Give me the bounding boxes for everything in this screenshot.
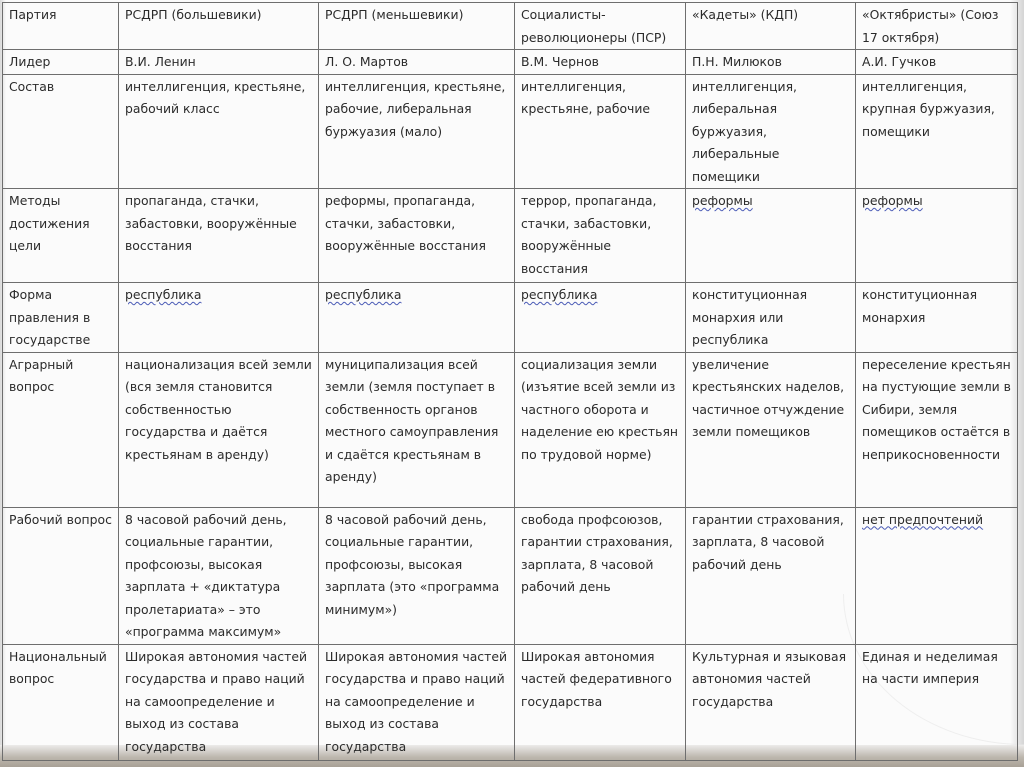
political-parties-table <box>2 2 1018 761</box>
header-row <box>3 3 1018 50</box>
table-cell: А.И. Гучков <box>856 50 1018 75</box>
header-cell-sr: Социалисты-революционеры (ПСР) <box>515 3 686 50</box>
table-cell: муниципализация всей земли (земля поступает в собственность органов местного самоуправления и сдаётся крестьянам в аренду) <box>319 352 515 507</box>
table-row-government-form <box>3 283 1018 353</box>
table-cell: свобода профсоюзов, гарантии страхования, зарплата, 8 часовой рабочий день <box>515 507 686 644</box>
table-cell: Широкая автономия частей государства и право наций на самоопределение и выход из состава государства <box>119 644 319 760</box>
table-cell: увеличение крестьянских наделов, частичное отчуждение земли помещиков <box>686 352 856 507</box>
table-row-agrarian <box>3 352 1018 507</box>
header-cell-mensheviks: РСДРП (меньшевики) <box>319 3 515 50</box>
table-row-leader <box>3 50 1018 75</box>
table-cell: интеллигенция, либеральная буржуазия, либеральные помещики <box>686 74 856 189</box>
table-cell: нет предпочтений <box>856 507 1018 644</box>
table-cell: интеллигенция, крестьяне, рабочие, либеральная буржуазия (мало) <box>319 74 515 189</box>
table-cell: интеллигенция, крестьяне, рабочие <box>515 74 686 189</box>
table-row-methods <box>3 189 1018 283</box>
row-label: Состав <box>3 74 119 189</box>
table-cell: республика <box>119 283 319 353</box>
table-cell: социализация земли (изъятие всей земли из частного оборота и наделение ею крестьян по трудовой норме) <box>515 352 686 507</box>
table-cell: Л. О. Мартов <box>319 50 515 75</box>
table-cell: П.Н. Милюков <box>686 50 856 75</box>
table-cell: реформы <box>686 189 856 283</box>
table-cell: пропаганда, стачки, забастовки, вооружённые восстания <box>119 189 319 283</box>
table-cell: переселение крестьян на пустующие земли в Сибири, земля помещиков остаётся в неприкосновенности <box>856 352 1018 507</box>
header-cell-party: Партия <box>3 3 119 50</box>
table-cell: интеллигенция, крестьяне, рабочий класс <box>119 74 319 189</box>
header-cell-kadets: «Кадеты» (КДП) <box>686 3 856 50</box>
row-label: Рабочий вопрос <box>3 507 119 644</box>
header-cell-bolsheviks: РСДРП (большевики) <box>119 3 319 50</box>
table-cell: Широкая автономия частей государства и право наций на самоопределение и выход из состава государства <box>319 644 515 760</box>
table-cell: Единая и неделимая на части империя <box>856 644 1018 760</box>
table-cell: гарантии страхования, зарплата, 8 часовой рабочий день <box>686 507 856 644</box>
table-row-labor <box>3 507 1018 644</box>
table-cell: 8 часовой рабочий день, социальные гарантии, профсоюзы, высокая зарплата + «диктатура пролетариата» – это «программа максимум» <box>119 507 319 644</box>
table-cell: Культурная и языковая автономия частей государства <box>686 644 856 760</box>
table-cell: национализация всей земли (вся земля становится собственностью государства и даётся крестьянам в аренду) <box>119 352 319 507</box>
row-label: Методы достижения цели <box>3 189 119 283</box>
table-row-composition <box>3 74 1018 189</box>
header-cell-octobrists: «Октябристы» (Союз 17 октября) <box>856 3 1018 50</box>
row-label: Форма правления в государстве <box>3 283 119 353</box>
table-cell: интеллигенция, крупная буржуазия, помещики <box>856 74 1018 189</box>
row-label: Лидер <box>3 50 119 75</box>
table-cell: В.М. Чернов <box>515 50 686 75</box>
table-cell: террор, пропаганда, стачки, забастовки, вооружённые восстания <box>515 189 686 283</box>
table-cell: Широкая автономия частей федеративного государства <box>515 644 686 760</box>
table-cell: республика <box>319 283 515 353</box>
table-cell: В.И. Ленин <box>119 50 319 75</box>
row-label: Аграрный вопрос <box>3 352 119 507</box>
table-cell: реформы <box>856 189 1018 283</box>
table-cell: конституционная монархия <box>856 283 1018 353</box>
table-cell: конституционная монархия или республика <box>686 283 856 353</box>
table-cell: реформы, пропаганда, стачки, забастовки, вооружённые восстания <box>319 189 515 283</box>
row-label: Национальный вопрос <box>3 644 119 760</box>
table-row-national <box>3 644 1018 760</box>
table-cell: республика <box>515 283 686 353</box>
table-cell: 8 часовой рабочий день, социальные гарантии, профсоюзы, высокая зарплата (это «программа минимум») <box>319 507 515 644</box>
